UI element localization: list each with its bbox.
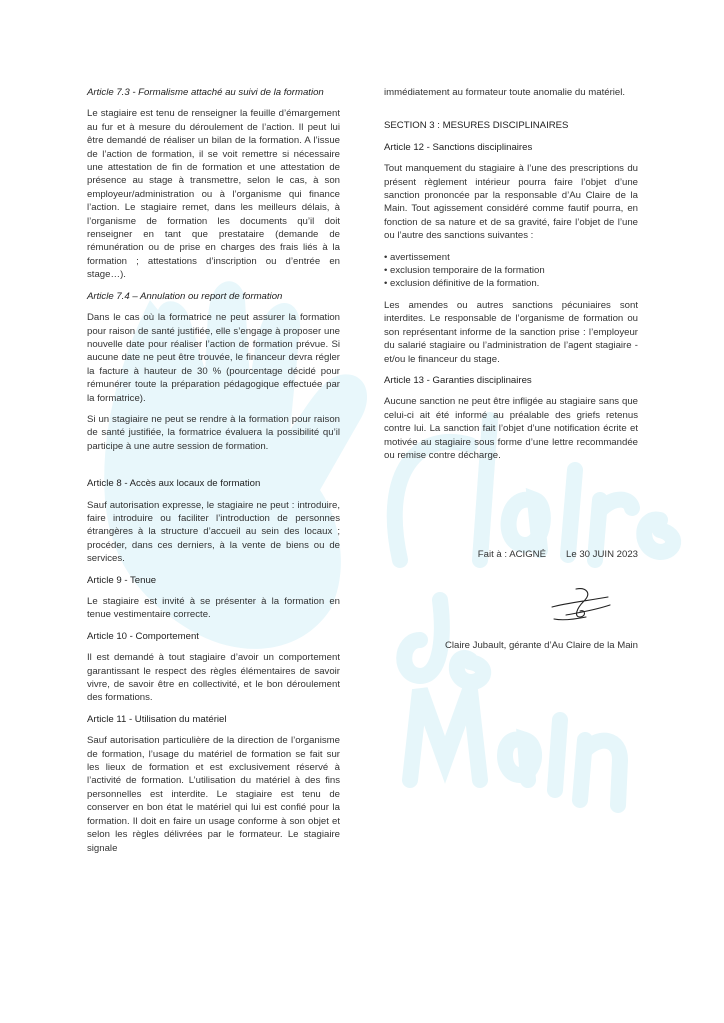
handwritten-signature [546,583,616,625]
article-10-title: Article 10 - Comportement [87,630,199,642]
article-10-text: Il est demandé à tout stagiaire d’avoir un comportement garantissant le respect des règles élémentaires de savoir vivre, de savoir être en collectivité, et le bon déroulement des formations. [87,652,340,704]
date: Le 30 JUIN 2023 [566,549,638,560]
article-11-continued: immédiatement au formateur toute anomalie du matériel. [384,87,626,98]
spacer [87,461,340,477]
left-column [87,86,340,863]
article-9-text: Le stagiaire est invité à se présenter à la formation en tenue vestimentaire correcte. [87,596,340,621]
section-3-title: SECTION 3 : MESURES DISCIPLINAIRES [384,120,569,132]
article-12-text-2: Les amendes ou autres sanctions pécuniaires sont interdites. Le responsable de l’organisme de formation ou son représentant informe de la sanction prise : l’employeur du salarié stagiaire ou l’administration de l’agent stagiaire - et/ou le financeur du stage. [384,299,638,365]
article-7-4-title: Article 7.4 – Annulation ou report de formation [87,290,283,302]
article-9-title: Article 9 - Tenue [87,574,157,586]
list-item: • avertissement [384,251,638,264]
article-12-text-1: Tout manquement du stagiaire à l’une des prescriptions du présent règlement intérieur pourra faire l’objet d’une sanction prononcée par la responsable d’Au Claire de la Main. Tout agissement considéré comme fautif pourra, en fonction de sa nature et de sa gravité, faire l’objet de l’une ou l’autre des sanctions suivantes : [384,163,638,242]
article-12-title: Article 12 - Sanctions disciplinaires [384,141,533,153]
article-8-text: Sauf autorisation expresse, le stagiaire ne peut : introduire, faire introduire ou faciliter l’introduction de personnes étrangères à la structure d’accueil au sein des locaux ; procéder, dans ces derniers, à la vente de biens ou de services. [87,499,340,565]
article-7-4-text-2: Si un stagiaire ne peut se rendre à la formation pour raison de santé justifiée, la formatrice évaluera la possibilité qu’il participe à une autre session de formation. [87,413,340,452]
list-item: • exclusion définitive de la formation. [384,277,638,290]
article-11-text: Sauf autorisation particulière de la direction de l’organisme de formation, l’usage du matériel de formation se fait sur les lieux de formation et est exclusivement réservé à l’activité de formation. L’utilisation du matériel à des fins personnelles est interdite. Le stagiaire est tenu de conserver en bon état le matériel qui lui est confié pour la formation. Il doit en faire un usage conforme à son objet et selon les règles délivrées par le formateur. Le stagiaire signale [87,735,340,854]
article-7-3-title: Article 7.3 - Formalisme attaché au suivi de la formation [87,87,324,98]
place: Fait à : ACIGNÉ [477,549,546,560]
article-11-title: Article 11 - Utilisation du matériel [87,713,227,725]
place-date-line [384,548,638,561]
article-13-title: Article 13 - Garanties disciplinaires [384,374,532,386]
article-13-text: Aucune sanction ne peut être infligée au stagiaire sans que celui-ci ait été informé au préalable des griefs retenus contre lui. La sanction fait l’objet d’une notification écrite et motivée au stagiaire sous forme d’une lettre recommandée ou remise contre décharge. [384,396,638,461]
list-item: • exclusion temporaire de la formation [384,264,638,277]
article-8-title: Article 8 - Accès aux locaux de formation [87,478,261,490]
right-column [384,86,638,470]
spacer [384,107,638,119]
article-7-4-text-1: Dans le cas où la formatrice ne peut assurer la formation pour raison de santé justifiée, elle s’engage à proposer une nouvelle date pour réaliser l’action de formation prévue. Si aucune date ne peut être trouvée, le financeur devra régler la facture à hauteur de 30 % (pourcentage décidé pour rémunérer toute la préparation pédagogique effectuée par la formatrice). [87,312,340,404]
article-7-3-text: Le stagiaire est tenu de renseigner la feuille d’émargement au fur et à mesure du déroulement de l’action. Il peut lui être demandé de réaliser un bilan de la formation. A l’issue de l’action de formation, il se voit remettre si nécessaire une attestation de fin de formation et une attestation de présence au stage à transmettre, selon le cas, à son employeur/administration ou à l’organisme qui finance l’action. Le stagiaire remet, dans les meilleurs délais, à l’organisme de formation les documents qu’il doit renseigner en tant que prestataire (demande de rémunération ou de prise en charges des frais liés à la formation ; attestations d’inscription ou d’entrée en stage…). [87,108,340,281]
signature-block [384,548,638,661]
sanctions-list [384,251,638,291]
signee-name: Claire Jubault, gérante d’Au Claire de la Main [444,640,638,652]
